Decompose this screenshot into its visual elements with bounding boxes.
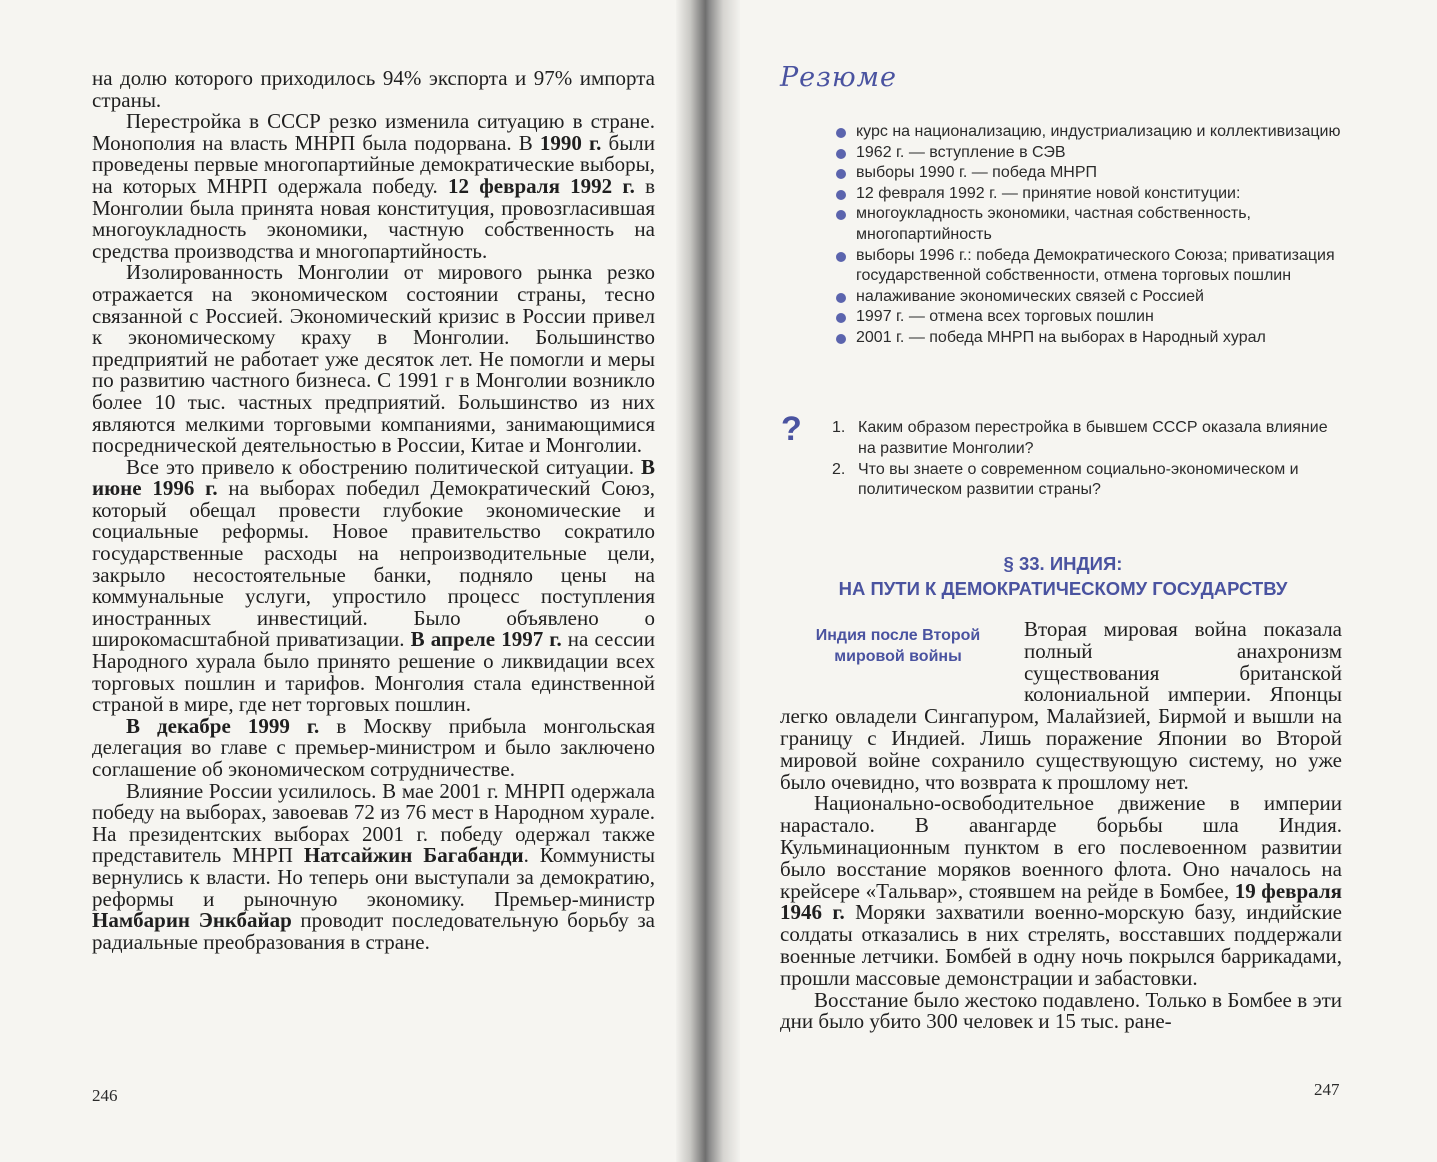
paragraph — [92, 68, 655, 111]
review-questions — [832, 418, 1342, 501]
question-item — [832, 460, 1342, 502]
text-run: Восстание было жестоко подавлено. Только в Бомбее в эти дни было убито 300 человек и 15 тыс. ране- — [780, 987, 1342, 1034]
question-number: 2. — [832, 460, 846, 478]
bold-text: В июне 1996 г. — [92, 454, 655, 501]
resume-item-text: выборы 1996 г.: победа Демократического Союза; приватизация государственной собственности, отмена торговых пошлин — [856, 246, 1335, 285]
text-run: Национально-освободительное движение в империи нарастало. В авангарде борьбы шла Индия. Кульминационным пунктом в его послевоенном развитии было восстание моряков военного флота. Оно началось на крейсере «Тальвар», стоявшем на рейде в Бомбее, — [780, 791, 1342, 903]
question-mark-icon: ? — [781, 410, 802, 448]
bullet-icon — [836, 190, 846, 200]
resume-item-text: многоукладность экономики, частная собственность, многопартийность — [856, 205, 1251, 243]
bullet-icon — [836, 128, 846, 138]
section-title-line-1: § 33. ИНДИЯ: — [1003, 553, 1123, 574]
resume-item-text: налаживание экономических связей с Россией — [856, 287, 1204, 305]
text-run: Моряки захватили военно-морскую базу, индийские солдаты отказались в них стрелять, восставших поддержали военные летчики. Бомбей в одну ночь покрылся баррикадами, прошли массовые демонстрации и забастовки. — [780, 900, 1343, 990]
bold-text: В декабре 1999 г. — [126, 713, 320, 738]
bold-text: 19 февраля 1946 г. — [780, 878, 1342, 925]
resume-item — [832, 246, 1342, 287]
left-page — [0, 0, 690, 1162]
text-run: в Москву прибыла монгольская делегация во главе с премьер-министром и было заключено соглашение об экономическом сотрудничестве. — [92, 713, 655, 781]
resume-item-text: курс на национализацию, индустриализацию и коллективизацию — [856, 123, 1341, 140]
side-heading: Индия после Второй мировой войны — [815, 627, 981, 665]
page-number-right: 247 — [1314, 1080, 1340, 1099]
resume-item-text: 1997 г. — отмена всех торговых пошлин — [856, 308, 1154, 326]
bold-text: 1990 г. — [539, 130, 602, 155]
left-text-column — [92, 68, 655, 953]
text-run: Вторая мировая война показала полный анахронизм существования британской колониальной империи. Японцы легко овладели Сингапуром, Малайзией, Бирмой и вышли на границу с Индией. Лишь поражение Японии во Второй мировой войне сохранило существующую систему, но уже было очевидно, что возврата к прошлому нет. — [780, 617, 1342, 794]
bullet-icon — [836, 334, 846, 344]
text-run: на выборах победил Демократический Союз, который обещал провести глубокие экономические и социальные реформы. Новое правительство сократило государственные расходы на непроизводительные цели, закрыло несостоятельные банки, подняло цены на коммунальные услуги, упростило процесс поступления иностранных инвестиций. Было объявлено о широкомасштабной приватизации. — [92, 476, 655, 652]
paragraph — [92, 262, 655, 456]
text-run: Изолированность Монголии от мирового рынка резко отражается на экономическом состоянии страны, тесно связанной с Россией. Экономический кризис в России привел к экономическому краху в Монголии. Большинство предприятий не работает уже десяток лет. Не помогли и меры по развитию частного бизнеса. С 1991 г в Монголии возникло более 10 тыс. частных предприятий. Большинство из них являются мелкими торговыми компаниями, занимающимися посреднической деятельностью в России, Китае и Монголии. — [92, 260, 655, 458]
paragraph — [92, 454, 655, 717]
section-title — [780, 551, 1346, 601]
resume-item-text: 2001 г. — победа МНРП на выборах в Народный хурал — [856, 328, 1266, 346]
text-run: на сессии Народного хурала было принято решение о ликвидации всех торговых пошлин и тарифов. Монголия стала единственной страной в мире, где нет торговых пошлин. — [92, 627, 655, 717]
paragraph — [92, 713, 655, 781]
resume-item — [832, 328, 1342, 349]
text-run: проводит последовательную борьбу за радиальные преобразования в стране. — [92, 908, 655, 954]
paragraph — [92, 778, 656, 954]
resume-item-text: выборы 1990 г. — победа МНРП — [856, 164, 1097, 182]
text-run: в Монголии была принята новая конституция, провозгласившая многоукладность экономики, частную собственность на средства производства и многопартийность. — [92, 173, 655, 263]
bullet-icon — [836, 169, 846, 179]
resume-item-text: 12 февраля 1992 г. — принятие новой конституции: — [856, 184, 1241, 202]
resume-item — [832, 122, 1342, 143]
question-item — [832, 418, 1342, 460]
resume-item — [832, 204, 1342, 245]
resume-list — [832, 122, 1342, 349]
page-number-left: 246 — [92, 1086, 118, 1105]
paragraph — [780, 987, 1342, 1034]
text-run: на долю которого приходилось 94% экспорта и 97% импорта страны. — [92, 66, 655, 112]
resume-item — [832, 184, 1342, 205]
text-run: Все это привело к обострению политической ситуации. — [126, 454, 641, 479]
bold-text: 12 февраля 1992 г. — [448, 173, 635, 198]
bullet-icon — [836, 293, 846, 303]
question-text: Каким образом перестройка в бывшем СССР оказала влияние на развитие Монголии? — [858, 419, 1328, 457]
text-run: . Коммунисты вернулись к власти. Но теперь они выступали за демократию, реформы и рыночную экономику. Премьер-министр — [92, 843, 656, 911]
question-number: 1. — [832, 419, 846, 436]
bold-text: Натсайжин Багабанди — [303, 843, 524, 868]
book-spine — [676, 0, 740, 1162]
bold-text: Намбарин Энкбайар — [92, 908, 292, 933]
right-text-column — [780, 619, 1342, 1033]
bullet-icon — [836, 252, 846, 262]
bullet-icon — [836, 210, 846, 220]
paragraph — [780, 793, 1342, 989]
bold-text: В апреле 1997 г. — [410, 627, 562, 652]
resume-item-text: 1962 г. — вступление в СЭВ — [856, 143, 1066, 161]
text-run: были проведены первые многопартийные демократические выборы, на которых МНРП одержала победу. — [92, 130, 656, 198]
bullet-icon — [836, 149, 846, 159]
section-title-line-2: НА ПУТИ К ДЕМОКРАТИЧЕСКОМУ ГОСУДАРСТВУ — [838, 578, 1288, 599]
resume-item — [832, 307, 1342, 328]
bullet-icon — [836, 313, 846, 323]
question-text: Что вы знаете о современном социально-экономическом и политическом развитии страны? — [858, 460, 1299, 499]
paragraph — [92, 111, 655, 262]
text-run: Перестройка в СССР резко изменила ситуацию в стране. Монополия на власть МНРП была подорвана. В — [92, 109, 655, 155]
resume-item — [832, 287, 1342, 308]
resume-item — [832, 143, 1342, 164]
resume-item — [832, 163, 1342, 184]
text-run: Влияние России усилилось. В мае 2001 г. МНРП одержала победу на выборах, завоевав 72 из 76 мест в Народном хурале. На президентских выборах 2001 г. победу одержал также представитель МНРП — [92, 778, 655, 868]
resume-title: Резюме — [780, 62, 898, 93]
